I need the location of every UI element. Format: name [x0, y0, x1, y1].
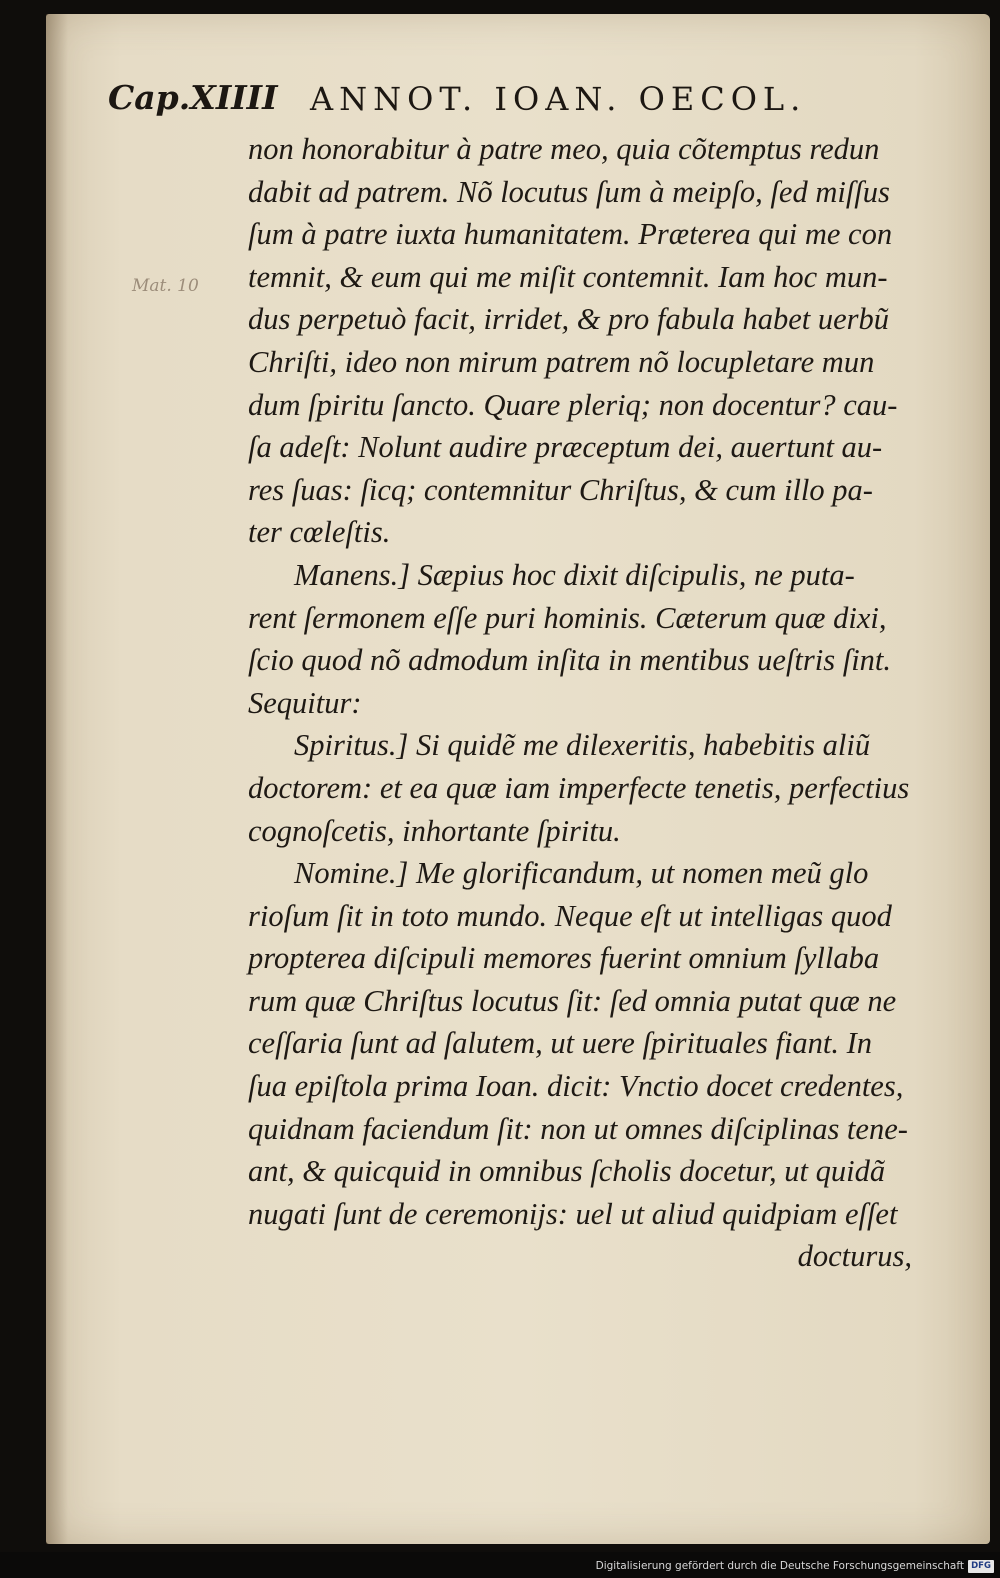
funding-credit: Digitalisierung gefördert durch die Deutsche Forschungsgemeinschaft — [595, 1560, 964, 1572]
text-line: non honorabitur à patre meo, quia cõtemptus redun — [248, 132, 880, 166]
text-line: doctorem: et ea quæ iam imperfecte tenetis, perfectius — [248, 770, 910, 805]
text-line: Sequitur: — [248, 685, 362, 720]
text-line: dum ſpiritu ſancto. Quare pleriq; non docentur? cau- — [248, 387, 898, 422]
text-line: ſcio quod nõ admodum inſita in mentibus ueſtris ſint. — [248, 643, 892, 678]
text-line: quidnam faciendum ſit: non ut omnes diſciplinas tene- — [248, 1111, 908, 1146]
text-line: ceſſaria ſunt ad ſalutem, ut uere ſpirituales fiant. In — [248, 1026, 873, 1061]
text-line: ſa adeſt: Nolunt audire præceptum dei, auertunt au- — [248, 430, 883, 465]
text-line: dabit ad patrem. Nõ locutus ſum à meipſo, ſed miſſus — [248, 174, 890, 209]
margin-note: Mat. 10 — [132, 276, 199, 296]
text-line: ſum à patre iuxta humanitatem. Præterea qui me con — [248, 217, 893, 252]
text-line: nugati ſunt de ceremonijs: uel ut aliud quidpiam eſſet — [248, 1196, 898, 1231]
catchword: docturus, — [797, 1239, 912, 1274]
text-line: cognoſcetis, inhortante ſpiritu. — [248, 813, 621, 848]
dfg-logo: DFG — [968, 1560, 994, 1573]
text-line: temnit, & eum qui me miſit contemnit. Iam hoc mun- — [248, 259, 888, 294]
text-line: dus perpetuò facit, irridet, & pro fabula habet uerbũ — [248, 302, 890, 337]
text-line: Manens.] Sæpius hoc dixit diſcipulis, ne puta- — [294, 557, 855, 592]
running-title: ANNOT. IOAN. OECOL. — [310, 80, 807, 118]
text-line: ter cœleſtis. — [248, 515, 391, 550]
text-line: Spiritus.] Si quidẽ me dilexeritis, habebitis aliũ — [294, 728, 871, 763]
text-line: Chriſti, ideo non mirum patrem nõ locupletare mun — [248, 344, 875, 379]
text-line: ſua epiſtola prima Ioan. dicit: Vnctio docet credentes, — [248, 1069, 904, 1104]
text-line: rent ſermonem eſſe puri hominis. Cæterum quæ dixi, — [248, 600, 887, 635]
text-line: res ſuas: ſicq; contemnitur Chriſtus, & cum illo pa- — [248, 472, 873, 507]
body-text — [248, 128, 928, 1278]
text-line: rioſum ſit in toto mundo. Neque eſt ut intelligas quod — [248, 898, 892, 933]
text-line: propterea diſcipuli memores fuerint omnium ſyllaba — [248, 941, 880, 976]
page-gutter-shadow — [46, 14, 68, 1544]
footer-strip — [0, 1552, 1000, 1578]
text-line: ant, & quicquid in omnibus ſcholis docetur, ut quidã — [248, 1154, 886, 1189]
running-head — [108, 78, 888, 122]
text-line: Nomine.] Me glorificandum, ut nomen meũ glo — [294, 856, 869, 891]
chapter-number: Cap.XIIII — [108, 78, 278, 117]
text-line: rum quæ Chriſtus locutus ſit: ſed omnia putat quæ ne — [248, 983, 897, 1018]
